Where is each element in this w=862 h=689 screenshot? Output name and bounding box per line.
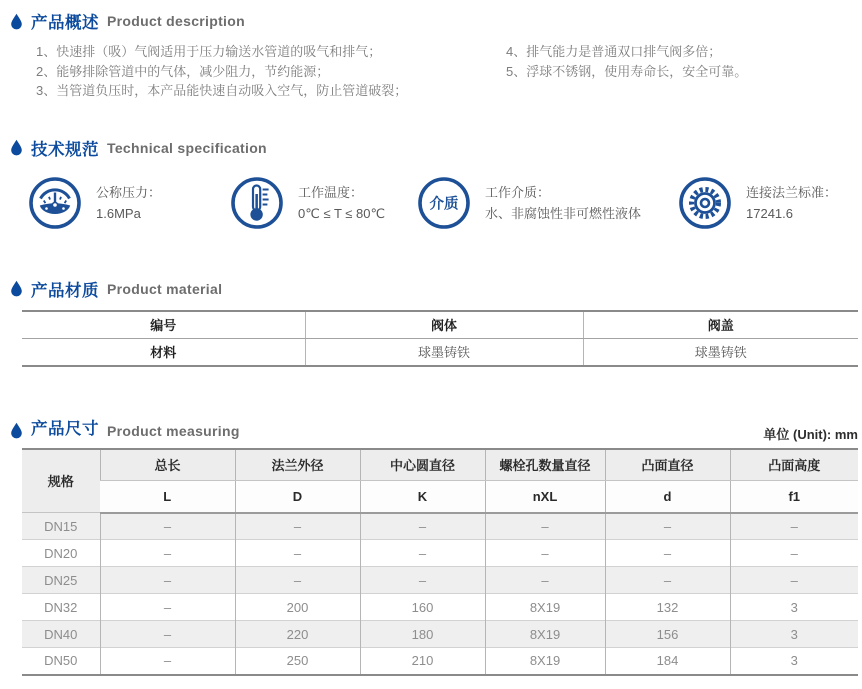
spec-label: 工作温度： <box>298 184 364 200</box>
value-cell: 8X19 <box>485 621 605 648</box>
value-cell: – <box>100 594 235 621</box>
value-cell: 200 <box>235 594 360 621</box>
value-cell: – <box>235 513 360 540</box>
value-cell: 8X19 <box>485 648 605 675</box>
value-cell: – <box>100 513 235 540</box>
spec-cell: DN15 <box>44 518 78 534</box>
spec-label: 公称压力： <box>96 184 162 200</box>
column-name-cell: 螺栓孔数量直径 <box>485 449 605 481</box>
measuring-header-name-row <box>22 449 858 481</box>
value-cell: – <box>100 540 235 567</box>
spec-cell: DN25 <box>22 567 100 594</box>
spec-item-pressure <box>27 175 229 231</box>
column-name-cell: 总长 <box>100 449 235 481</box>
unit-note: 单位 (Unit): mm <box>763 426 858 442</box>
description-item: 1、快速排（吸）气阀适用于压力输送水管道的吸气和排气； <box>36 44 382 59</box>
description-item: 5、浮球不锈钢，使用寿命长，安全可靠。 <box>506 63 748 79</box>
value-cell: – <box>730 513 858 540</box>
spec-item-temperature <box>229 175 416 231</box>
value-cell: – <box>360 567 485 594</box>
material-cell: 球墨铸铁 <box>305 338 583 366</box>
water-drop-icon <box>10 422 23 439</box>
value-cell: – <box>360 513 485 540</box>
material-header-cell: 编号 <box>22 311 305 339</box>
value-cell: – <box>485 513 605 540</box>
description-item: 4、排气能力是普通双口排气阀多倍； <box>506 44 722 59</box>
thermometer-icon <box>229 175 285 231</box>
value-cell: – <box>485 540 605 567</box>
section-title-cn: 产品尺寸 <box>31 419 99 438</box>
measuring-table-head <box>22 449 858 513</box>
value-cell: 180 <box>360 621 485 648</box>
material-header-row <box>22 311 858 339</box>
product-measuring-table <box>22 448 858 676</box>
value-cell: 8X19 <box>485 594 605 621</box>
spec-value: 水、非腐蚀性非可燃性液体 <box>485 205 642 221</box>
column-symbol-cell: L <box>100 481 235 513</box>
value-cell: – <box>235 540 360 567</box>
spec-cell: DN20 <box>22 540 100 567</box>
material-header-cell: 阀体 <box>305 311 583 339</box>
section-title-cn: 产品材质 <box>31 281 99 300</box>
spec-cell: DN40 <box>22 621 100 648</box>
pressure-gauge-icon <box>27 175 83 231</box>
section-title-en: Product description <box>107 13 245 29</box>
value-cell: 184 <box>605 648 730 675</box>
spec-label: 连接法兰标准： <box>746 184 838 200</box>
column-name-cell: 法兰外径 <box>235 449 360 481</box>
measuring-table-body <box>22 513 858 675</box>
material-cell: 球墨铸铁 <box>583 338 858 366</box>
value-cell: – <box>605 540 730 567</box>
table-row <box>22 540 858 567</box>
column-name-cell: 凸面高度 <box>730 449 858 481</box>
section-header-specification <box>0 137 862 159</box>
column-symbol-cell: d <box>605 481 730 513</box>
spec-cell: DN50 <box>22 648 100 675</box>
value-cell: 3 <box>730 594 858 621</box>
value-cell: 156 <box>605 621 730 648</box>
column-name-cell: 凸面直径 <box>605 449 730 481</box>
value-cell: – <box>100 621 235 648</box>
table-row <box>22 567 858 594</box>
water-drop-icon <box>10 139 23 156</box>
description-column-left <box>36 42 506 101</box>
value-cell: 220 <box>235 621 360 648</box>
section-title-en: Product measuring <box>107 422 240 439</box>
value-cell: – <box>100 648 235 675</box>
column-symbol-cell: f1 <box>730 481 858 513</box>
value-cell: – <box>485 567 605 594</box>
section-title-en: Technical specification <box>107 139 267 156</box>
spec-text <box>96 182 161 224</box>
spec-text <box>746 182 837 224</box>
product-material-table <box>22 310 858 367</box>
material-header-cell: 阀盖 <box>583 311 858 339</box>
spec-row <box>27 175 862 231</box>
section-title-cn: 产品概述 <box>31 14 99 32</box>
water-drop-icon <box>10 280 23 297</box>
value-cell: 160 <box>360 594 485 621</box>
description-item: 3、当管道负压时，本产品能快速自动吸入空气，防止管道破裂； <box>36 83 408 98</box>
column-symbol-cell: D <box>235 481 360 513</box>
spec-cell: DN32 <box>22 594 100 621</box>
medium-badge-icon <box>416 175 472 231</box>
value-cell: 132 <box>605 594 730 621</box>
spec-text <box>298 182 385 224</box>
table-row <box>22 513 858 540</box>
value-cell: 3 <box>730 648 858 675</box>
section-header-description <box>0 10 862 32</box>
spec-item-medium <box>416 175 677 231</box>
description-item: 2、能够排除管道中的气体，减少阻力，节约能源； <box>36 63 330 79</box>
spec-item-flange-standard <box>677 175 837 231</box>
flange-gear-icon <box>677 175 733 231</box>
table-row <box>22 621 858 648</box>
column-symbol-cell: K <box>360 481 485 513</box>
spec-text <box>485 182 641 224</box>
value-cell: 250 <box>235 648 360 675</box>
section-header-measuring <box>0 417 862 442</box>
material-cell: 材料 <box>150 345 177 360</box>
spec-header-cell: 规格 <box>22 449 100 513</box>
spec-value: 1.6MPa <box>96 205 141 221</box>
spec-label: 工作介质： <box>485 184 551 200</box>
value-cell: 210 <box>360 648 485 675</box>
value-cell: – <box>730 540 858 567</box>
description-column-right <box>506 42 747 101</box>
water-drop-icon <box>10 13 23 30</box>
column-name-cell: 中心圆直径 <box>360 449 485 481</box>
measuring-header-symbol-row <box>22 481 858 513</box>
section-header-material <box>0 278 862 300</box>
spec-value: 17241.6 <box>746 205 793 221</box>
table-row <box>22 594 858 621</box>
value-cell: – <box>100 567 235 594</box>
value-cell: – <box>360 540 485 567</box>
spec-value: 0℃ ≤ T ≤ 80℃ <box>298 205 386 221</box>
value-cell: – <box>235 567 360 594</box>
material-value-row <box>22 338 858 366</box>
value-cell: – <box>730 567 858 594</box>
value-cell: – <box>605 513 730 540</box>
value-cell: 3 <box>730 621 858 648</box>
medium-icon-text: 介质 <box>429 196 459 212</box>
table-row <box>22 648 858 675</box>
section-title-en: Product material <box>107 280 223 297</box>
section-title-cn: 技术规范 <box>31 140 99 159</box>
value-cell: – <box>605 567 730 594</box>
column-symbol-cell: nXL <box>485 481 605 513</box>
description-list <box>36 42 862 101</box>
